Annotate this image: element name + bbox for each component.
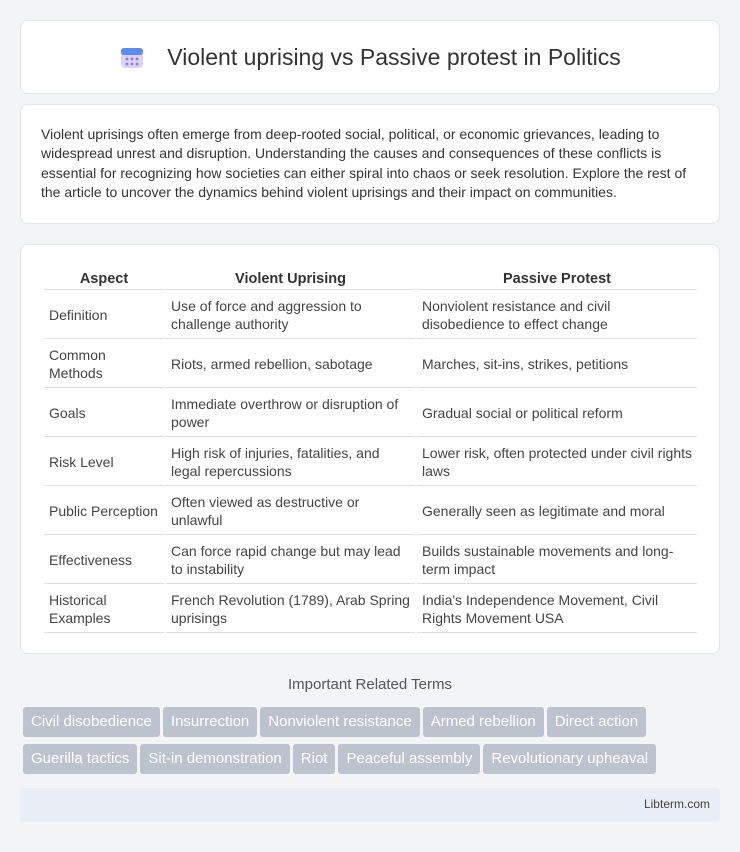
intro-card xyxy=(20,104,720,224)
cell-passive: India's Independence Movement, Civil Rights Movement USA xyxy=(417,586,697,633)
cell-violent: Use of force and aggression to challenge authority xyxy=(166,292,415,339)
term-tag[interactable]: Armed rebellion xyxy=(423,707,544,737)
header-passive-protest: Passive Protest xyxy=(417,267,697,290)
cell-aspect: Effectiveness xyxy=(44,537,164,584)
cell-violent: Often viewed as destructive or unlawful xyxy=(166,488,415,535)
table-row xyxy=(44,390,697,437)
cell-aspect: Public Perception xyxy=(44,488,164,535)
table-row xyxy=(44,488,697,535)
cell-passive: Lower risk, often protected under civil rights laws xyxy=(417,439,697,486)
comparison-table xyxy=(42,265,699,635)
cell-passive: Nonviolent resistance and civil disobedience to effect change xyxy=(417,292,697,339)
intro-text: Violent uprisings often emerge from deep-rooted social, political, or economic grievances, leading to widespread unrest and disruption. Understanding the causes and consequences of these conflicts is essential for recognizing how societies can either spiral into chaos or seek resolution. Explore the rest of the article to uncover the dynamics behind violent uprisings and their impact on communities. xyxy=(41,126,687,201)
footer xyxy=(20,788,720,822)
table-row xyxy=(44,439,697,486)
cell-aspect: Historical Examples xyxy=(44,586,164,633)
term-tag[interactable]: Revolutionary upheaval xyxy=(483,744,656,774)
related-terms xyxy=(23,707,723,781)
term-tag[interactable]: Sit-in demonstration xyxy=(140,744,289,774)
cell-aspect: Common Methods xyxy=(44,341,164,388)
cell-violent: Riots, armed rebellion, sabotage xyxy=(166,341,415,388)
cell-passive: Generally seen as legitimate and moral xyxy=(417,488,697,535)
footer-site-link[interactable]: Libterm.com xyxy=(643,797,710,811)
cell-violent: Immediate overthrow or disruption of power xyxy=(166,390,415,437)
term-tag[interactable]: Direct action xyxy=(547,707,646,737)
table-header-row xyxy=(44,267,697,290)
header-card xyxy=(20,20,720,94)
term-tag[interactable]: Civil disobedience xyxy=(23,707,160,737)
header-violent-uprising: Violent Uprising xyxy=(166,267,415,290)
cell-aspect: Goals xyxy=(44,390,164,437)
page-title: Violent uprising vs Passive protest in Politics xyxy=(167,43,621,70)
cell-aspect: Risk Level xyxy=(44,439,164,486)
term-tag[interactable]: Nonviolent resistance xyxy=(260,707,419,737)
comparison-card xyxy=(20,244,720,654)
cell-violent: High risk of injuries, fatalities, and legal repercussions xyxy=(166,439,415,486)
cell-passive: Marches, sit-ins, strikes, petitions xyxy=(417,341,697,388)
term-tag[interactable]: Insurrection xyxy=(163,707,257,737)
cell-violent: French Revolution (1789), Arab Spring uprisings xyxy=(166,586,415,633)
cell-aspect: Definition xyxy=(44,292,164,339)
term-tag[interactable]: Riot xyxy=(293,744,336,774)
cell-violent: Can force rapid change but may lead to instability xyxy=(166,537,415,584)
table-row xyxy=(44,292,697,339)
related-terms-title: Important Related Terms xyxy=(288,676,452,693)
cell-passive: Gradual social or political reform xyxy=(417,390,697,437)
header-aspect: Aspect xyxy=(44,267,164,290)
term-tag[interactable]: Guerilla tactics xyxy=(23,744,137,774)
cell-passive: Builds sustainable movements and long-term impact xyxy=(417,537,697,584)
table-row xyxy=(44,341,697,388)
calendar-icon xyxy=(119,44,145,70)
term-tag[interactable]: Peaceful assembly xyxy=(338,744,480,774)
table-row xyxy=(44,537,697,584)
table-row xyxy=(44,586,697,633)
